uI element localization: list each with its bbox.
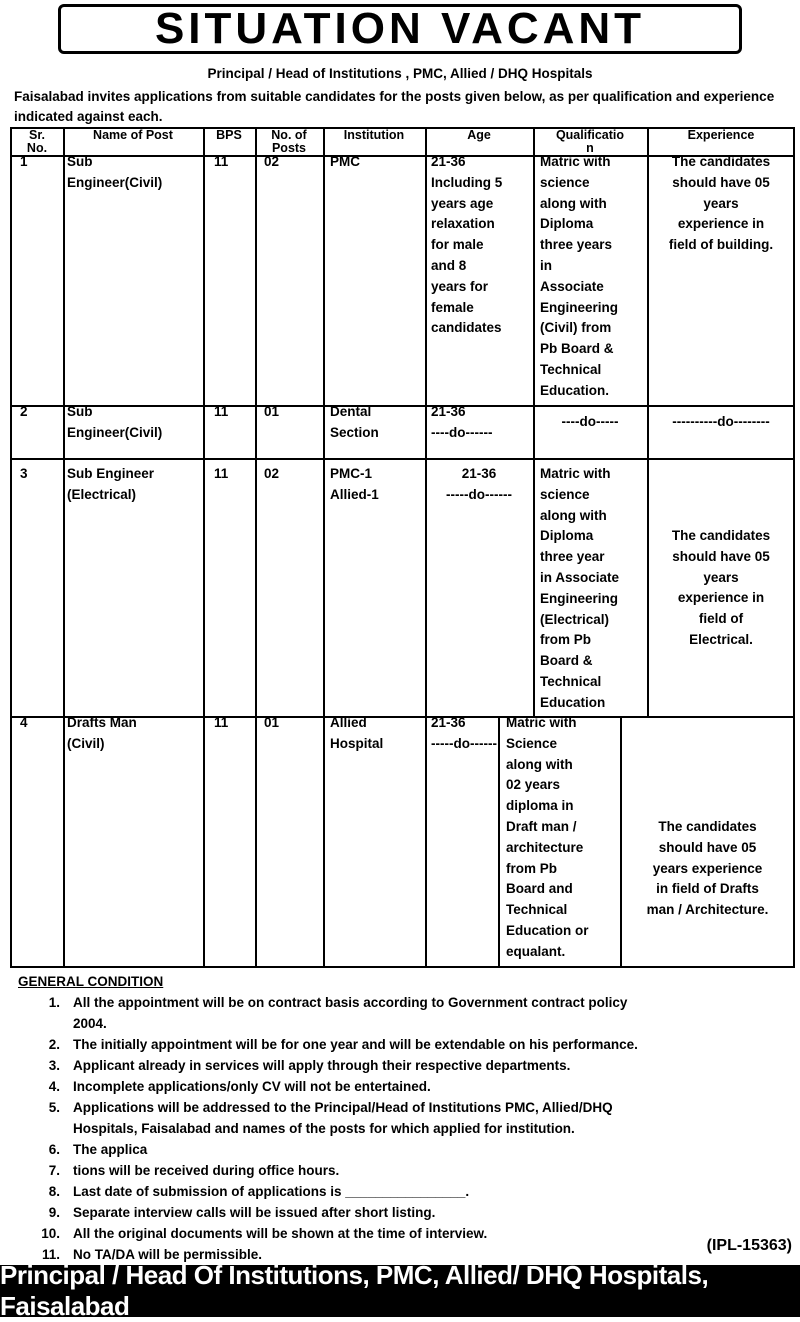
cell-age: ----do------ [431,424,493,440]
cell-name-of-post: Sub [67,154,93,169]
cell-experience: field of building. [668,237,774,253]
cell-sr-no: 2 [20,404,28,419]
cell-sr-no: 1 [20,154,28,169]
title-band [58,4,742,54]
cell-experience: years experience [652,860,763,876]
cell-qualification: Education [540,694,606,710]
header-experience: Experience [687,128,755,142]
cell-sr-no: 4 [20,715,28,730]
condition-text: Last date of submission of applications is ________________. [73,1184,470,1199]
cell-qualification: equalant. [506,943,566,959]
cell-qualification: Board & [540,653,593,669]
condition-number: 1. [48,995,60,1010]
conditions-heading: GENERAL CONDITION [18,974,164,989]
cell-age: 21-36 [461,466,497,481]
cell-age: years for [431,278,489,294]
condition-text: Incomplete applications/only CV will not be entertained. [73,1079,431,1094]
cell-qualification: from Pb [540,632,592,648]
cell-age: relaxation [431,216,495,232]
condition-text: All the appointment will be on contract basis according to Government contract policy [73,995,628,1010]
cell-age: female [431,299,474,315]
header-sr: Sr. [29,128,45,142]
cell-qualification: Technical [506,902,568,918]
condition-text: The initially appointment will be for one year and will be extendable on his performance. [73,1037,638,1052]
cell-qualification: along with [540,507,607,523]
cell-age: 21-36 [431,154,466,169]
cell-experience: Electrical. [689,632,753,647]
cell-age: 21-36 [431,715,466,730]
column-divider [203,127,205,968]
column-divider [323,127,325,968]
cell-age: 21-36 [431,404,466,419]
cell-experience: man / Architecture. [646,902,769,918]
cell-experience: in field of Drafts [656,881,759,897]
cell-name-of-post: (Electrical) [67,486,137,502]
cell-qualification: science [540,486,590,502]
cell-qualification: Technical [540,674,602,689]
cell-experience: years [703,195,739,211]
cell-experience: years [703,569,739,585]
cell-qualification: diploma in [506,798,574,814]
condition-text: The applica [73,1142,148,1157]
cell-institution: PMC-1 [330,466,373,481]
cell-age: candidates [431,320,502,336]
cell-qualification: Matric with [506,715,577,730]
cell-bps: 11 [214,404,229,419]
cell-qualification: along with [506,756,573,772]
org-line: Principal / Head of Institutions , PMC, Allied / DHQ Hospitals [207,66,593,81]
cell-qualification: Technical [540,362,602,377]
cell-qualification: Education. [540,382,610,398]
cell-qualification: Education or [506,923,589,938]
condition-number: 5. [48,1100,60,1115]
cell-experience: field of [698,611,744,627]
header-age: Age [467,128,491,142]
cell-qualification: three years [540,237,613,253]
condition-number: 6. [48,1142,60,1157]
footer-text: Principal / Head Of Institutions, PMC, Allied/ DHQ Hospitals, Faisalabad [0,1260,709,1321]
cell-qualification: Engineering [540,590,619,606]
condition-number: 11. [41,1247,60,1262]
cell-qualification: in Associate [540,570,620,585]
header-qualification: Qualificatio [555,128,625,142]
cell-experience: The candidates [671,154,771,169]
cell-institution: Allied [330,715,367,730]
cell-qualification: Pb Board & [540,341,614,357]
cell-institution: PMC [330,154,360,169]
cell-bps: 11 [214,154,229,169]
condition-number: 2. [48,1037,60,1052]
condition-text: Applicant already in services will apply through their respective departments. [73,1058,571,1073]
condition-text: Hospitals, Faisalabad and names of the posts for which applied for institution. [73,1121,575,1136]
cell-qualification: Science [506,735,558,751]
cell-qualification: (Civil) from [540,320,612,336]
cell-qualification: Draft man / [506,819,577,834]
cell-experience: The candidates [671,528,771,543]
cell-name-of-post: (Civil) [67,735,105,751]
header-no-of-posts: Posts [271,141,307,155]
cell-name-of-post: Engineer(Civil) [67,174,163,190]
condition-text: All the original documents will be shown at the time of interview. [73,1226,488,1241]
condition-number: 3. [48,1058,60,1073]
condition-text: Separate interview calls will be issued after short listing. [73,1205,436,1220]
intro-text: Faisalabad invites applications from suitable candidates for the posts given below, as per qualification and experience indicated against each. [14,89,775,124]
cell-age: years age [431,195,494,211]
condition-text: No TA/DA will be permissible. [73,1247,263,1262]
footer-band [0,1260,800,1321]
cell-experience: The candidates [658,819,757,834]
condition-number: 10. [41,1226,60,1241]
column-divider [425,127,427,968]
cell-institution: Hospital [330,735,384,751]
row-divider [10,458,795,460]
cell-institution: Section [330,424,379,440]
cell-qualification: Board and [506,881,573,897]
cell-no-of-posts: 01 [264,404,280,419]
cell-qualification: Diploma [540,216,594,232]
cell-bps: 11 [214,466,229,481]
column-divider [255,127,257,968]
cell-age: and 8 [431,258,467,273]
cell-qualification: Engineering [540,299,619,315]
cell-name-of-post: Sub Engineer [67,466,155,481]
cell-name-of-post: Drafts Man [67,715,137,730]
cell-no-of-posts: 01 [264,715,280,730]
cell-experience: experience in [677,590,765,606]
cell-qualification: in [540,258,552,273]
header-institution: Institution [343,128,405,142]
page-title: SITUATION VACANT [154,4,646,53]
condition-number: 8. [48,1184,60,1199]
cell-qualification: (Electrical) [540,611,610,627]
cell-qualification: Matric with [540,466,611,481]
cell-experience: experience in [677,216,765,232]
condition-number: 7. [48,1163,60,1178]
cell-institution: Dental [330,404,372,419]
cell-qualification: Associate [540,278,604,294]
cell-no-of-posts: 02 [264,466,280,481]
cell-no-of-posts: 02 [264,154,280,169]
column-divider [63,127,65,968]
cell-qualification: along with [540,195,607,211]
cell-age: Including 5 [431,174,503,190]
cell-experience: should have 05 [658,839,757,855]
cell-institution: Allied-1 [330,486,379,502]
cell-age: -----do------ [431,735,497,751]
cell-sr-no: 3 [20,466,28,481]
header-name-of-post: Name of Post [93,128,173,142]
cell-experience: should have 05 [672,174,770,190]
cell-name-of-post: Sub [67,404,93,419]
condition-number: 4. [48,1079,60,1094]
cell-age: -----do------ [446,486,512,502]
condition-text: Applications will be addressed to the Principal/Head of Institutions PMC, Allied/DHQ [73,1100,613,1115]
cell-qualification: Matric with [540,154,611,169]
cell-name-of-post: Engineer(Civil) [67,424,163,440]
condition-text: 2004. [73,1016,107,1031]
cell-qualification: Diploma [540,528,594,544]
reference-number: (IPL-15363) [706,1237,792,1254]
header-bps: BPS [216,128,242,142]
cell-qualification: three year [540,549,605,565]
header-no-of-posts: No. of [271,128,307,142]
cell-experience: should have 05 [672,548,770,564]
cell-qualification: 02 years [506,777,561,793]
cell-qualification: from Pb [506,860,558,876]
cell-qualification: science [540,174,590,190]
condition-number: 9. [48,1205,60,1220]
cell-experience: ----------do-------- [672,414,770,429]
header-qualification: n [586,141,594,155]
header-sr: No. [26,141,48,155]
cell-bps: 11 [214,715,229,730]
cell-qualification: ----do----- [561,414,619,429]
cell-qualification: architecture [506,839,584,855]
cell-age: for male [431,237,484,253]
condition-text: tions will be received during office hours. [73,1163,340,1178]
